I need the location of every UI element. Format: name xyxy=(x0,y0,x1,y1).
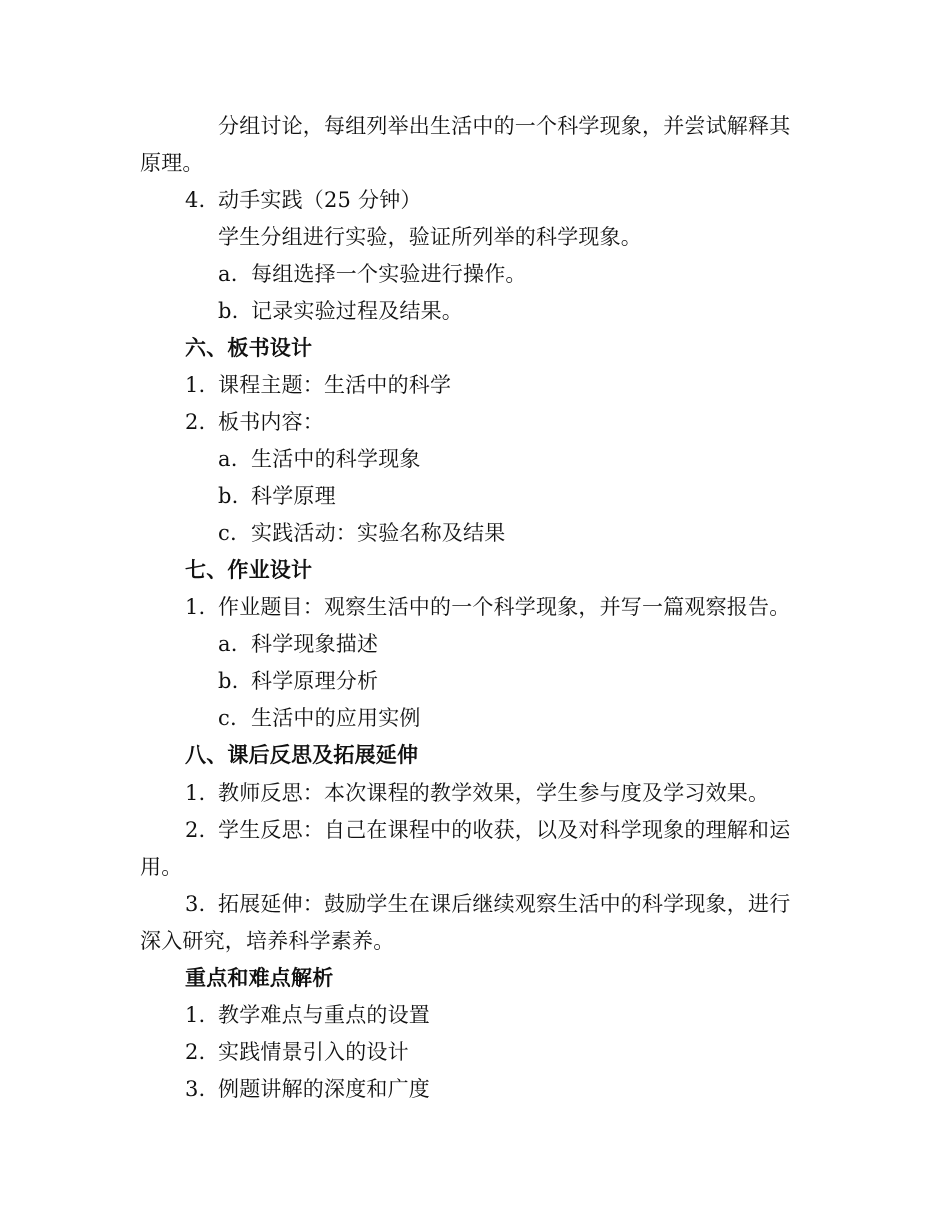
paragraph-line: 分组讨论，每组列举出生活中的一个科学现象，并尝试解释其 xyxy=(218,114,791,138)
list-number: 1. xyxy=(185,1003,206,1027)
list-item xyxy=(185,594,790,620)
list-number: 4. xyxy=(185,188,206,212)
sub-list-item xyxy=(218,631,378,657)
list-text: 板书内容： xyxy=(218,410,324,434)
section-heading: 八、课后反思及拓展延伸 xyxy=(185,742,419,767)
list-text: 教学难点与重点的设置 xyxy=(218,1003,430,1027)
list-text: 例题讲解的深度和广度 xyxy=(218,1077,430,1101)
sub-list-letter: b. xyxy=(218,484,239,508)
list-text: 实践情景引入的设计 xyxy=(218,1040,409,1064)
sub-list-text: 记录实验过程及结果。 xyxy=(251,299,463,323)
sub-list-text: 每组选择一个实验进行操作。 xyxy=(251,262,527,286)
list-item xyxy=(185,891,790,917)
sub-list-letter: c. xyxy=(218,706,237,730)
list-number: 2. xyxy=(185,818,206,842)
sub-list-letter: c. xyxy=(218,521,237,545)
list-item xyxy=(185,780,769,806)
sub-list-item xyxy=(218,298,463,324)
sub-list-item xyxy=(218,483,336,509)
list-text: 动手实践（25 分钟） xyxy=(218,188,422,212)
section-heading: 七、作业设计 xyxy=(185,557,313,582)
list-item xyxy=(185,1076,430,1102)
list-number: 3. xyxy=(185,1077,206,1101)
sub-list-item xyxy=(218,261,527,287)
list-item xyxy=(185,1002,430,1028)
sub-list-letter: a. xyxy=(218,262,238,286)
paragraph-line-cont: 深入研究，培养科学素养。 xyxy=(140,929,395,953)
section-heading: 重点和难点解析 xyxy=(185,965,334,990)
sub-list-text: 科学现象描述 xyxy=(251,632,379,656)
sub-list-item xyxy=(218,705,421,731)
paragraph-line-cont: 原理。 xyxy=(140,151,204,175)
sub-list-text: 生活中的科学现象 xyxy=(251,447,421,471)
sub-list-item xyxy=(218,668,378,694)
sub-list-letter: b. xyxy=(218,299,239,323)
sub-list-letter: b. xyxy=(218,669,239,693)
list-text: 学生反思：自己在课程中的收获，以及对科学现象的理解和运 xyxy=(218,818,791,842)
list-item xyxy=(185,409,324,435)
list-item xyxy=(185,1039,409,1065)
list-number: 1. xyxy=(185,595,206,619)
list-number: 2. xyxy=(185,1040,206,1064)
list-text: 作业题目：观察生活中的一个科学现象，并写一篇观察报告。 xyxy=(218,595,791,619)
sub-list-text: 科学原理 xyxy=(251,484,336,508)
sub-list-item xyxy=(218,446,421,472)
list-item xyxy=(185,187,422,213)
list-item xyxy=(185,817,790,843)
sub-list-item xyxy=(218,520,505,546)
sub-list-text: 生活中的应用实例 xyxy=(251,706,421,730)
section-heading: 六、板书设计 xyxy=(185,335,313,360)
list-item xyxy=(185,372,451,398)
paragraph-line-cont: 用。 xyxy=(140,855,183,879)
sub-list-letter: a. xyxy=(218,447,238,471)
list-text: 课程主题：生活中的科学 xyxy=(218,373,452,397)
list-text: 教师反思：本次课程的教学效果，学生参与度及学习效果。 xyxy=(218,781,770,805)
sub-list-letter: a. xyxy=(218,632,238,656)
list-number: 1. xyxy=(185,373,206,397)
sub-list-text: 实践活动：实验名称及结果 xyxy=(251,521,506,545)
list-text: 拓展延伸：鼓励学生在课后继续观察生活中的科学现象，进行 xyxy=(218,892,791,916)
list-number: 2. xyxy=(185,410,206,434)
sub-list-text: 科学原理分析 xyxy=(251,669,379,693)
paragraph-line: 学生分组进行实验，验证所列举的科学现象。 xyxy=(218,225,642,249)
list-number: 3. xyxy=(185,892,206,916)
list-number: 1. xyxy=(185,781,206,805)
